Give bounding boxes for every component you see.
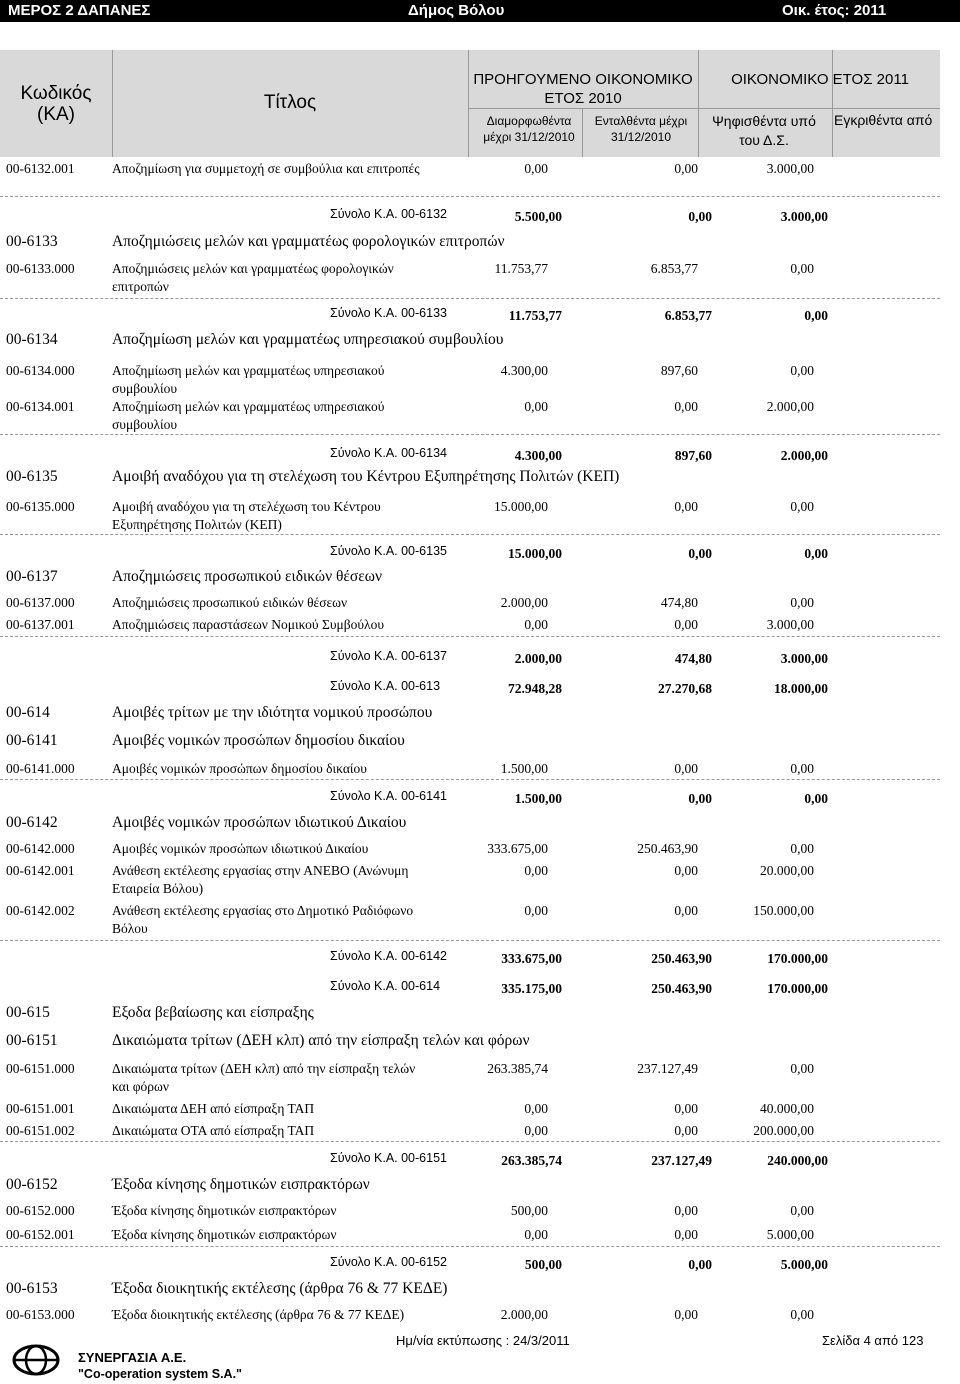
subtotal-amount: 1.500,00 [514, 791, 562, 806]
group-code: 00-6135 [6, 468, 58, 485]
subtotal-amount: 3.000,00 [780, 209, 828, 224]
header-ordered: Ενταλθέντα μέχρι 31/12/2010 [594, 114, 688, 144]
item-amount: 4.300,00 [500, 363, 548, 378]
subtotal-amount: 2.000,00 [514, 651, 562, 666]
item-title: Έξοδα κίνησης δημοτικών εισπρακτόρων [112, 1227, 337, 1242]
group-code: 00-614 [6, 704, 50, 721]
item-amount: 11.753,77 [494, 261, 548, 276]
group-code: 00-6134 [6, 331, 58, 348]
subtotal-amount: 4.300,00 [514, 448, 562, 463]
subtotal-amount: 5.500,00 [514, 209, 562, 224]
fiscal-year: Οικ. έτος: 2011 [782, 2, 887, 19]
item-code: 00-6141.000 [6, 761, 75, 776]
item-amount: 0,00 [674, 1227, 698, 1242]
item-code: 00-6132.001 [6, 161, 75, 176]
subtotal-amount: 263.385,74 [501, 1153, 562, 1168]
group-title: Αποζημιώσεις προσωπικού ειδικών θέσεων [112, 568, 382, 585]
subtotal-amount: 250.463,90 [651, 951, 712, 966]
item-code: 00-6142.000 [6, 841, 75, 856]
subtotal-amount: 240.000,00 [767, 1153, 828, 1168]
row-divider [0, 1246, 940, 1247]
group-code: 00-6133 [6, 233, 58, 250]
item-code: 00-6135.000 [6, 499, 75, 514]
item-amount: 0,00 [674, 161, 698, 176]
subtotal-label: Σύνολο Κ.Α. 00-6135 [330, 544, 447, 558]
item-amount: 0,00 [790, 1307, 814, 1322]
item-amount: 333.675,00 [487, 841, 548, 856]
row-divider [0, 636, 940, 637]
subtotal-amount: 5.000,00 [780, 1257, 828, 1272]
item-title: Έξοδα κίνησης δημοτικών εισπρακτόρων [112, 1203, 337, 1218]
item-title: Αμοιβές νομικών προσώπων δημοσίου δικαίου [112, 761, 367, 776]
header-code: Κωδικός (ΚΑ) [20, 83, 92, 125]
row-divider [0, 779, 940, 780]
subtotal-label: Σύνολο Κ.Α. 00-6151 [330, 1151, 447, 1165]
group-title: Έξοδα διοικητικής εκτέλεσης (άρθρα 76 & 77 ΚΕΔΕ) [112, 1280, 448, 1297]
subtotal-amount: 3.000,00 [780, 651, 828, 666]
item-amount: 263.385,74 [487, 1061, 548, 1076]
group-title: Αμοιβή αναδόχου για τη στελέχωση του Κέντρου Εξυπηρέτησης Πολιτών (ΚΕΠ) [112, 468, 620, 485]
page-number: Σελίδα 4 από 123 [822, 1333, 924, 1348]
group-title: Αποζημίωση μελών και γραμματέως υπηρεσιακού συμβουλίου [112, 331, 504, 348]
subtotal-amount: 27.270,68 [658, 681, 712, 696]
item-title: Αμοιβή αναδόχου για τη στελέχωση του Κέντρου [112, 499, 381, 514]
item-amount: 0,00 [524, 1123, 548, 1138]
subtotal-label: Σύνολο Κ.Α. 00-613 [330, 679, 441, 693]
item-amount: 500,00 [510, 1203, 548, 1218]
subtotal-amount: 500,00 [524, 1257, 562, 1272]
item-amount: 0,00 [674, 1307, 698, 1322]
item-code: 00-6137.000 [6, 595, 75, 610]
item-title: επιτροπών [112, 279, 169, 294]
item-code: 00-6151.002 [6, 1123, 75, 1138]
header-title: Τίτλος [263, 92, 317, 113]
item-amount: 0,00 [674, 863, 698, 878]
item-title: Ανάθεση εκτέλεσης εργασίας στο Δημοτικό Ραδιόφωνο [112, 903, 414, 918]
group-title: Αποζημιώσεις μελών και γραμματέως φορολογικών επιτροπών [112, 233, 505, 250]
subtotal-amount: 250.463,90 [651, 981, 712, 996]
row-divider [0, 1141, 940, 1142]
row-divider [0, 434, 940, 435]
subtotal-amount: 237.127,49 [651, 1153, 712, 1168]
item-amount: 0,00 [524, 903, 548, 918]
item-amount: 150.000,00 [753, 903, 814, 918]
item-amount: 0,00 [790, 595, 814, 610]
item-code: 00-6142.001 [6, 863, 75, 878]
item-amount: 0,00 [524, 161, 548, 176]
item-code: 00-6151.000 [6, 1061, 75, 1076]
item-amount: 0,00 [674, 499, 698, 514]
item-amount: 2.000,00 [500, 1307, 548, 1322]
document-header-bar [0, 0, 960, 22]
subtotal-amount: 15.000,00 [508, 546, 562, 561]
subtotal-amount: 11.753,77 [508, 308, 562, 323]
company-name: ΣΥΝΕΡΓΑΣΙΑ Α.Ε. [78, 1350, 187, 1365]
subtotal-amount: 0,00 [804, 308, 828, 323]
item-title: συμβουλίου [112, 417, 178, 432]
item-amount: 0,00 [524, 1227, 548, 1242]
item-title: Εταιρεία Βόλου) [112, 881, 204, 896]
group-code: 00-615 [6, 1004, 50, 1021]
subtotal-amount: 335.175,00 [501, 981, 562, 996]
table-header [0, 50, 940, 157]
item-amount: 3.000,00 [766, 161, 814, 176]
subtotal-label: Σύνολο Κ.Α. 00-6134 [330, 446, 447, 460]
item-title: Βόλου [112, 921, 148, 936]
item-code: 00-6152.001 [6, 1227, 75, 1242]
item-code: 00-6134.001 [6, 399, 75, 414]
item-title: Έξοδα διοικητικής εκτέλεσης (άρθρα 76 & 77 ΚΕΔΕ) [112, 1307, 405, 1322]
item-amount: 15.000,00 [494, 499, 548, 514]
subtotal-amount: 333.675,00 [501, 951, 562, 966]
item-code: 00-6134.000 [6, 363, 75, 378]
item-amount: 237.127,49 [637, 1061, 698, 1076]
item-amount: 0,00 [674, 903, 698, 918]
item-title: Αποζημιώσεις μελών και γραμματέως φορολογικών [112, 261, 394, 276]
item-amount: 0,00 [674, 761, 698, 776]
group-code: 00-6152 [6, 1176, 58, 1193]
item-amount: 0,00 [790, 1203, 814, 1218]
item-amount: 3.000,00 [766, 617, 814, 632]
header-voted: Ψηφισθέντα υπό του Δ.Σ. [712, 113, 816, 148]
section-title: ΜΕΡΟΣ 2 ΔΑΠΑΝΕΣ [8, 2, 151, 19]
item-amount: 0,00 [524, 863, 548, 878]
group-title: Έξοδα κίνησης δημοτικών εισπρακτόρων [112, 1176, 370, 1193]
group-code: 00-6142 [6, 814, 58, 831]
item-amount: 0,00 [790, 499, 814, 514]
item-amount: 0,00 [790, 841, 814, 856]
item-amount: 2.000,00 [766, 399, 814, 414]
item-amount: 474,80 [660, 595, 698, 610]
subtotal-amount: 897,60 [674, 448, 712, 463]
group-code: 00-6153 [6, 1280, 58, 1297]
subtotal-label: Σύνολο Κ.Α. 00-6142 [330, 949, 447, 963]
company-name-en: "Co-operation system S.A." [78, 1367, 242, 1381]
item-code: 00-6133.000 [6, 261, 75, 276]
group-title: Αμοιβές τρίτων με την ιδιότητα νομικού προσώπου [112, 704, 433, 721]
subtotal-label: Σύνολο Κ.Α. 00-614 [330, 979, 441, 993]
item-code: 00-6151.001 [6, 1101, 75, 1116]
item-code: 00-6142.002 [6, 903, 75, 918]
item-amount: 897,60 [660, 363, 698, 378]
company-logo-icon [10, 1343, 64, 1377]
item-amount: 0,00 [790, 261, 814, 276]
item-title: Δικαιώματα τρίτων (ΔΕΗ κλπ) από την είσπραξη τελών [112, 1061, 416, 1076]
group-code: 00-6141 [6, 732, 58, 749]
subtotal-amount: 0,00 [804, 791, 828, 806]
item-amount: 0,00 [674, 1123, 698, 1138]
item-code: 00-6153.000 [6, 1307, 75, 1322]
item-title: Αποζημίωση μελών και γραμματέως υπηρεσιακού [112, 363, 385, 378]
print-date: Ημ/νία εκτύπωσης : 24/3/2011 [396, 1333, 570, 1348]
subtotal-label: Σύνολο Κ.Α. 00-6132 [330, 207, 447, 221]
header-current-year: ΟΙΚΟΝΟΜΙΚΟ ΕΤΟΣ 2011 [731, 71, 909, 88]
row-divider [0, 940, 940, 941]
group-title: Δικαιώματα τρίτων (ΔΕΗ κλπ) από την είσπραξη τελών και φόρων [112, 1032, 530, 1049]
subtotal-amount: 170.000,00 [767, 981, 828, 996]
group-title: Εξοδα βεβαίωσης και είσπραξης [112, 1004, 314, 1021]
header-approved: Εγκριθέντα από [834, 112, 933, 128]
item-amount: 0,00 [790, 363, 814, 378]
item-title: Αποζημίωση μελών και γραμματέως υπηρεσιακού [112, 399, 385, 414]
subtotal-label: Σύνολο Κ.Α. 00-6133 [330, 306, 447, 320]
subtotal-amount: 0,00 [688, 209, 712, 224]
item-amount: 5.000,00 [766, 1227, 814, 1242]
subtotal-label: Σύνολο Κ.Α. 00-6141 [330, 789, 447, 803]
subtotal-amount: 72.948,28 [508, 681, 562, 696]
item-amount: 40.000,00 [760, 1101, 814, 1116]
header-prev-year: ΠΡΟΗΓΟΥΜΕΝΟ ΟΙΚΟΝΟΜΙΚΟ ΕΤΟΣ 2010 [473, 71, 693, 107]
item-code: 00-6152.000 [6, 1203, 75, 1218]
item-title: Δικαιώματα ΔΕΗ από είσπραξη ΤΑΠ [112, 1101, 315, 1116]
subtotal-amount: 0,00 [688, 791, 712, 806]
item-amount: 200.000,00 [753, 1123, 814, 1138]
item-amount: 20.000,00 [760, 863, 814, 878]
subtotal-amount: 0,00 [688, 546, 712, 561]
item-amount: 0,00 [674, 399, 698, 414]
item-amount: 6.853,77 [650, 261, 698, 276]
subtotal-amount: 0,00 [688, 1257, 712, 1272]
subtotal-amount: 170.000,00 [767, 951, 828, 966]
item-amount: 0,00 [524, 399, 548, 414]
item-title: και φόρων [112, 1079, 170, 1094]
subtotal-label: Σύνολο Κ.Α. 00-6137 [330, 649, 447, 663]
item-title: συμβουλίου [112, 381, 178, 396]
item-title: Δικαιώματα ΟΤΑ από είσπραξη ΤΑΠ [112, 1123, 315, 1138]
group-code: 00-6151 [6, 1032, 58, 1049]
group-code: 00-6137 [6, 568, 58, 585]
item-amount: 1.500,00 [500, 761, 548, 776]
item-title: Αμοιβές νομικών προσώπων ιδιωτικού Δικαίου [112, 841, 369, 856]
row-divider [0, 534, 940, 535]
municipality-name: Δήμος Βόλου [408, 2, 505, 19]
subtotal-label: Σύνολο Κ.Α. 00-6152 [330, 1255, 447, 1269]
subtotal-amount: 6.853,77 [664, 308, 712, 323]
row-divider [0, 196, 940, 197]
item-title: Αποζημιώσεις παραστάσεων Νομικού Συμβούλου [112, 617, 385, 632]
item-title: Ανάθεση εκτέλεσης εργασίας στην ΑΝΕΒΟ (Ανώνυμη [112, 863, 409, 878]
item-code: 00-6137.001 [6, 617, 75, 632]
subtotal-amount: 2.000,00 [780, 448, 828, 463]
item-amount: 0,00 [674, 617, 698, 632]
item-amount: 0,00 [524, 617, 548, 632]
header-formed: Διαμορφωθέντα μέχρι 31/12/2010 [483, 114, 575, 144]
item-amount: 0,00 [524, 1101, 548, 1116]
group-title: Αμοιβές νομικών προσώπων ιδιωτικού Δικαίου [112, 814, 407, 831]
subtotal-amount: 0,00 [804, 546, 828, 561]
group-title: Αμοιβές νομικών προσώπων δημοσίου δικαίου [112, 732, 405, 749]
item-amount: 0,00 [674, 1101, 698, 1116]
item-amount: 0,00 [674, 1203, 698, 1218]
item-amount: 2.000,00 [500, 595, 548, 610]
subtotal-amount: 474,80 [674, 651, 712, 666]
item-amount: 250.463,90 [637, 841, 698, 856]
item-title: Αποζημίωση για συμμετοχή σε συμβούλια και επιτροπές [112, 161, 420, 176]
item-title: Εξυπηρέτησης Πολιτών (ΚΕΠ) [112, 517, 282, 532]
item-amount: 0,00 [790, 1061, 814, 1076]
row-divider [0, 298, 940, 299]
item-amount: 0,00 [790, 761, 814, 776]
item-title: Αποζημιώσεις προσωπικού ειδικών θέσεων [112, 595, 348, 610]
subtotal-amount: 18.000,00 [774, 681, 828, 696]
